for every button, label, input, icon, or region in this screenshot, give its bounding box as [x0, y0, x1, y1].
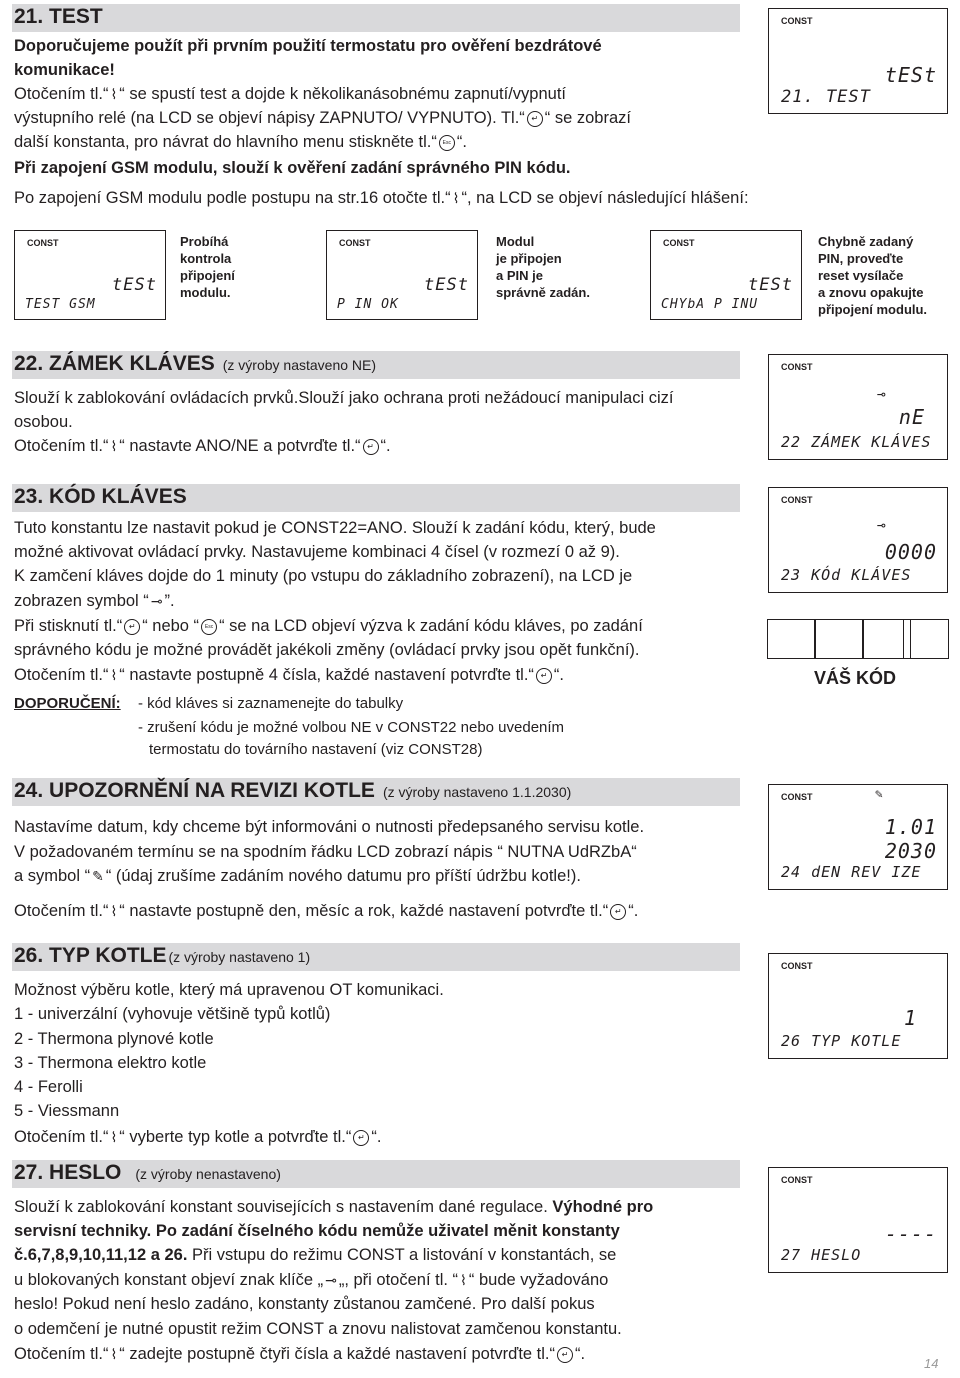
lcd-const-label: CONST [781, 495, 813, 505]
section-26-heading: 26. TYP KOTLE (z výroby nastaveno 1) [14, 944, 311, 967]
recommendation-label: DOPORUČENÍ: [14, 695, 121, 712]
lcd-bottom-text: 23 KÓd KLÁVES [781, 566, 912, 584]
lcd-top-value-1: 1.01 [884, 815, 937, 839]
s22-line-1: Slouží k zablokování ovládacích prvků.Slouží jako ochrana proti nežádoucí manipulaci cizí [14, 389, 674, 407]
lcd-gsm-3 [650, 230, 802, 320]
lcd-const-label: CONST [781, 362, 813, 372]
s23-line-5: Při stisknutí tl.“ ↵ “ nebo “ Esc “ se na LCD objeví výzva k zadání kódu kláves, po zadání [14, 617, 643, 635]
wrench-icon: ✎ [92, 868, 104, 885]
wrench-icon: ✎ [875, 787, 884, 802]
lcd-bottom-text: 21. TEST [781, 87, 871, 107]
s27-line-5: heslo! Pokud není heslo zadáno, konstanty zůstanou zamčené. Pro další pokus [14, 1295, 595, 1313]
knob-icon: ⌇ [110, 903, 118, 920]
lcd-27 [768, 1167, 948, 1273]
s26-item-4: 4 - Ferolli [14, 1078, 83, 1096]
enter-icon: ↵ [363, 439, 379, 455]
section-24-heading: 24. UPOZORNĚNÍ NA REVIZI KOTLE (z výroby nastaveno 1.1.2030) [14, 779, 572, 802]
lcd-22 [768, 354, 948, 460]
s27-line-7: Otočením tl.“ ⌇ “ zadejte postupně čtyři čísla a každé nastavení potvrďte tl.“ ↵ “. [14, 1342, 585, 1367]
enter-icon: ↵ [527, 111, 543, 127]
key-icon: ⊸ [877, 387, 887, 403]
lcd-top-value: tESt [748, 275, 793, 295]
code-box-2[interactable] [815, 619, 863, 659]
s27-line-6: o odemčení je nutné opustit režim CONST a znovu nalistovat zamčenou konstantu. [14, 1320, 622, 1338]
s21-line-5: další konstanta, pro návrat do hlavního menu stiskněte tl.“ Esc “. [14, 133, 467, 151]
s24-line-3: a symbol “ ✎ “ (údaj zrušíme zadáním nového datumu pro příští údržbu kotle!). [14, 864, 581, 889]
gsm-desc-2: Modul je připojen a PIN je správně zadán. [496, 234, 590, 300]
s26-line-1: Možnost výběru kotle, který má upravenou OT komunikaci. [14, 981, 444, 999]
s27-line-1: Slouží k zablokování konstant souvisejících s nastavením dané regulace. Výhodné pro [14, 1198, 654, 1216]
s26-item-2: 2 - Thermona plynové kotle [14, 1030, 214, 1048]
lcd-top-value: tESt [884, 63, 937, 87]
knob-icon: ⌇ [110, 86, 118, 103]
recommendation-3: termostatu do továrního nastavení (viz CONST28) [149, 741, 483, 758]
s23-line-3: K zamčení kláves dojde do 1 minuty (po vstupu do základního zobrazení), na LCD je [14, 567, 633, 585]
lcd-gsm-1 [14, 230, 166, 320]
page-number: 14 [924, 1356, 939, 1371]
enter-icon: ↵ [610, 904, 626, 920]
s21-bold-2: komunikace! [14, 61, 115, 79]
s21-line-7: Po zapojení GSM modulu podle postupu na str.16 otočte tl.“ ⌇ “, na LCD se objeví následující hlášení: [14, 186, 749, 211]
lcd-top-value: tESt [112, 275, 157, 295]
lcd-21 [768, 8, 948, 114]
s23-line-2: možné aktivovat ovládací prvky. Nastavujeme kombinaci 4 čísel (v rozmezí 0 až 9). [14, 543, 620, 561]
lcd-const-label: CONST [339, 238, 371, 248]
lcd-top-value: nE [898, 405, 925, 429]
section-23-heading: 23. KÓD KLÁVES [14, 485, 187, 508]
enter-icon: ↵ [557, 1347, 573, 1363]
s27-line-3: č.6,7,8,9,10,11,12 a 26. Při vstupu do režimu CONST a listování v konstantách, se [14, 1246, 617, 1264]
lcd-top-value: 1 [903, 1006, 917, 1030]
lcd-bottom-text: 26 TYP KOTLE [781, 1032, 902, 1050]
s21-bold-1: Doporučujeme použít při prvním použití termostatu pro ověření bezdrátové [14, 37, 602, 55]
s22-line-3: Otočením tl.“ ⌇ “ nastavte ANO/NE a potvrďte tl.“ ↵ “. [14, 434, 391, 459]
knob-icon: ⌇ [110, 667, 118, 684]
knob-icon: ⌇ [110, 1129, 118, 1146]
s23-line-4: zobrazen symbol “ ⊸ ”. [14, 589, 175, 614]
knob-icon: ⌇ [110, 1346, 118, 1363]
s23-line-6: správného kódu je možné provádět jakékoli změny (ovládací prvky jsou opět funkční). [14, 641, 640, 659]
s22-line-2: osobou. [14, 413, 73, 431]
lcd-26 [768, 953, 948, 1059]
s24-line-2: V požadovaném termínu se na spodním řádku LCD zobrazí nápis “ NUTNA UdRZbA“ [14, 843, 637, 861]
lcd-const-label: CONST [663, 238, 695, 248]
lcd-top-value: ---- [884, 1222, 937, 1246]
lcd-const-label: CONST [781, 1175, 813, 1185]
section-27-heading: 27. HESLO (z výroby nenastaveno) [14, 1161, 281, 1184]
s23-line-7: Otočením tl.“ ⌇ “ nastavte postupně 4 čísla, každé nastavení potvrďte tl.“ ↵ “. [14, 663, 564, 688]
esc-icon: Esc [439, 135, 455, 151]
knob-icon: ⌇ [452, 190, 460, 207]
gsm-desc-3: Chybně zadaný PIN, proveďte reset vysílače a znovu opakujte připojení modulu. [818, 234, 928, 317]
s21-bold-6: Při zapojení GSM modulu, slouží k ověření zadání správného PIN kódu. [14, 159, 571, 177]
code-box-4[interactable] [903, 619, 949, 659]
knob-icon: ⌇ [110, 438, 118, 455]
recommendation-1: - kód kláves si zaznamenejte do tabulky [138, 695, 404, 712]
lcd-bottom-text: 24 dEN REV IZE [781, 863, 922, 881]
key-icon: ⊸ [877, 518, 887, 534]
s21-line-3: Otočením tl.“ ⌇ “ se spustí test a dojde k několikanásobnému zapnutí/vypnutí [14, 82, 566, 107]
s24-line-4: Otočením tl.“ ⌇ “ nastavte postupně den, měsíc a rok, každé nastavení potvrďte tl.“ ↵ “. [14, 899, 638, 924]
s26-line-7: Otočením tl.“ ⌇ “ vyberte typ kotle a potvrďte tl.“ ↵ “. [14, 1125, 381, 1150]
code-label: VÁŠ KÓD [814, 668, 897, 688]
lcd-top-value: tESt [424, 275, 469, 295]
section-22-heading: 22. ZÁMEK KLÁVES (z výroby nastaveno NE) [14, 352, 377, 375]
enter-icon: ↵ [536, 668, 552, 684]
lcd-const-label: CONST [781, 16, 813, 26]
lcd-bottom-text: 27 HESLO [781, 1246, 862, 1264]
lcd-bottom-text: 22 ZÁMEK KLÁVES [781, 433, 932, 451]
s21-line-4: výstupního relé (na LCD se objeví nápisy ZAPNUTO/ VYPNUTO). Tl.“ ↵ “ se zobrazí [14, 109, 631, 127]
esc-icon: Esc [201, 619, 217, 635]
code-box-1[interactable] [767, 619, 815, 659]
enter-icon: ↵ [353, 1130, 369, 1146]
knob-icon: ⌇ [460, 1272, 467, 1289]
s23-line-1: Tuto konstantu lze nastavit pokud je CONST22=ANO. Slouží k zadání kódu, který, bude [14, 519, 656, 537]
lcd-bottom-text: TEST GSM [25, 297, 96, 312]
lcd-top-value-2: 2030 [884, 839, 937, 863]
s27-line-2: servisní techniky. Po zadání číselného kódu nemůže uživatel měnit konstanty [14, 1222, 620, 1240]
lcd-24 [768, 784, 948, 890]
lcd-bottom-text: CHYbA P INU [661, 297, 759, 312]
s26-item-5: 5 - Viessmann [14, 1102, 120, 1120]
s26-item-3: 3 - Thermona elektro kotle [14, 1054, 207, 1072]
key-icon: ⊸ [150, 593, 163, 610]
key-icon: ⊸ [325, 1272, 337, 1289]
s26-item-1: 1 - univerzální (vyhovuje většině typů kotlů) [14, 1005, 331, 1023]
enter-icon: ↵ [124, 619, 140, 635]
lcd-23 [768, 487, 948, 593]
lcd-gsm-2 [326, 230, 478, 320]
s27-line-4: u blokovaných konstant objeví znak klíče „ ⊸ „, při otočení tl. “ ⌇ “ bude vyžadováno [14, 1268, 608, 1293]
gsm-desc-1: Probíhá kontrola připojení modulu. [180, 234, 235, 300]
lcd-const-label: CONST [781, 961, 813, 971]
lcd-const-label: CONST [27, 238, 59, 248]
recommendation-2: - zrušení kódu je možné volbou NE v CONST22 nebo uvedením [138, 719, 565, 736]
section-21-heading: 21. TEST [14, 5, 103, 28]
lcd-top-value: 0000 [884, 540, 937, 564]
lcd-bottom-text: P IN OK [337, 297, 399, 312]
lcd-const-label: CONST [781, 792, 813, 802]
s24-line-1: Nastavíme datum, kdy chceme být informováni o nutnosti předepsaného servisu kotle. [14, 818, 645, 836]
section-21-bar [12, 4, 740, 32]
